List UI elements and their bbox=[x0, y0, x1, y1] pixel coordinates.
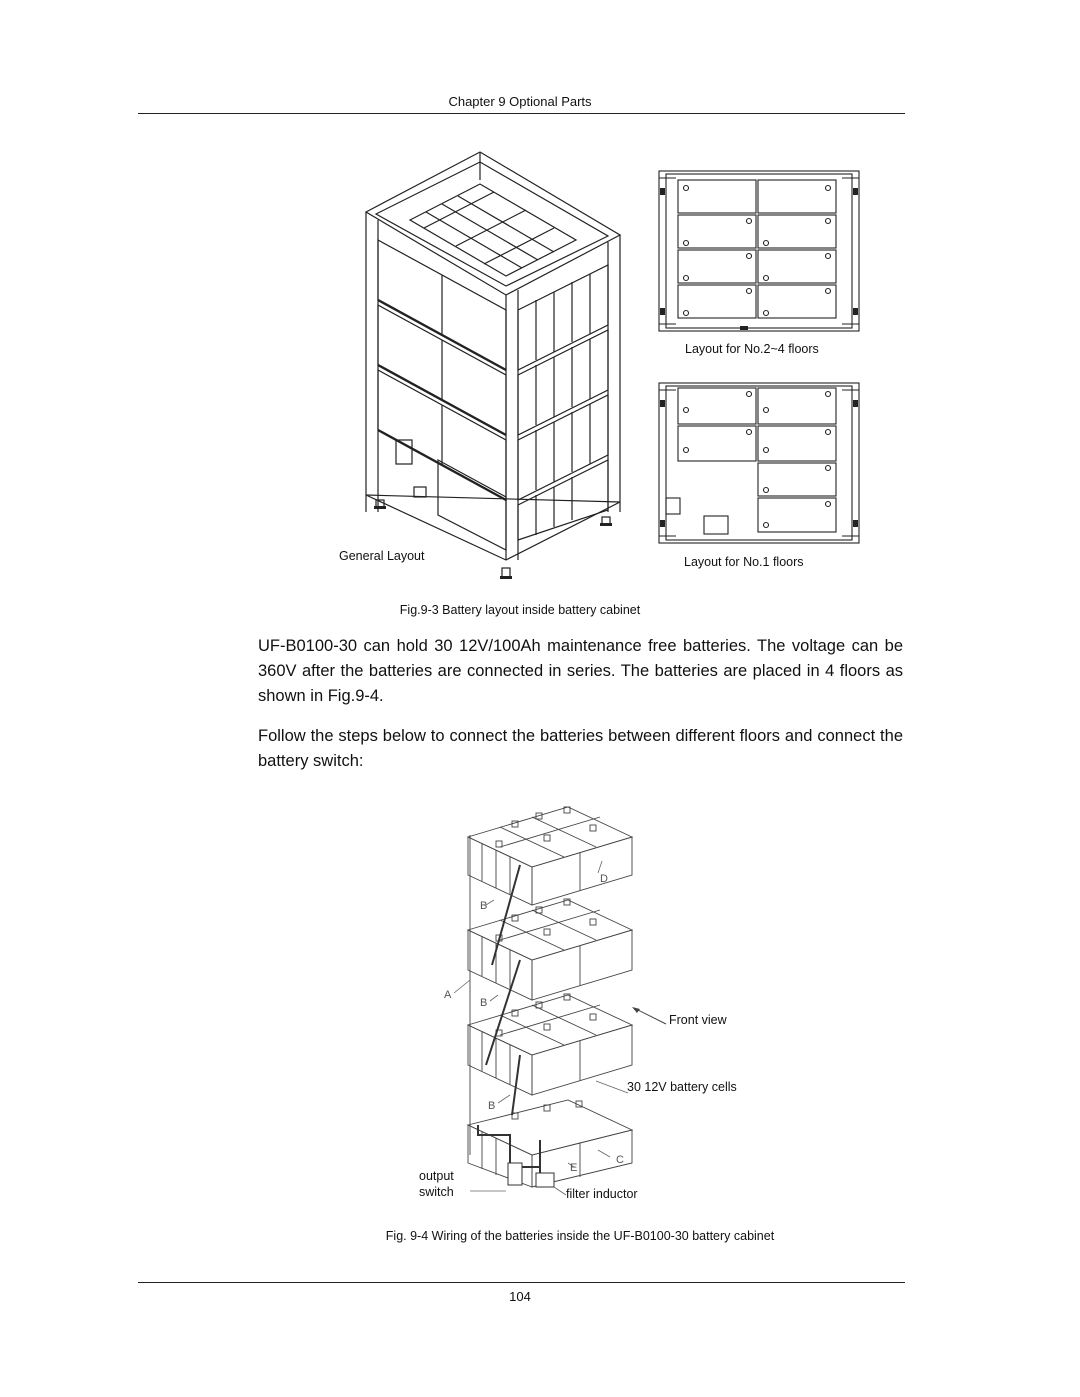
body-paragraph-2: Follow the steps below to connect the batteries between different floors and connect the battery switch: bbox=[258, 727, 903, 770]
body-paragraph-1: UF-B0100-30 can hold 30 12V/100Ah maintenance free batteries. The voltage can be 360V after the batteries are connected in series. The batteries are placed in 4 floors as shown in Fig.9-4. bbox=[258, 637, 903, 705]
label-d: D bbox=[600, 873, 608, 885]
floors-2-4-label: Layout for No.2~4 floors bbox=[685, 342, 819, 356]
floor-1-layout-drawing bbox=[656, 380, 862, 546]
label-e: E bbox=[570, 1162, 578, 1174]
output-switch-line-2: switch bbox=[419, 1185, 454, 1199]
output-switch-label bbox=[419, 1168, 454, 1200]
page-number: 104 bbox=[509, 1289, 531, 1304]
figure-9-4-caption: Fig. 9-4 Wiring of the batteries inside the UF-B0100-30 battery cabinet bbox=[385, 1229, 775, 1243]
label-a: A bbox=[444, 989, 452, 1001]
header-rule bbox=[138, 113, 905, 114]
figure-9-3-caption: Fig.9-3 Battery layout inside battery cabinet bbox=[399, 603, 641, 617]
label-b-low: B bbox=[488, 1100, 496, 1112]
output-switch-line-1: output bbox=[419, 1169, 454, 1183]
label-b-mid: B bbox=[480, 997, 488, 1009]
floors-2-4-layout-drawing bbox=[656, 168, 862, 334]
floor-1-label: Layout for No.1 floors bbox=[684, 555, 804, 569]
label-c: C bbox=[616, 1154, 624, 1166]
front-view-arrow bbox=[630, 1005, 670, 1027]
front-view-label: Front view bbox=[669, 1013, 727, 1027]
battery-wiring-drawing bbox=[440, 795, 660, 1200]
general-layout-drawing bbox=[330, 140, 640, 590]
label-b-top: B bbox=[480, 900, 488, 912]
chapter-header: Chapter 9 Optional Parts bbox=[448, 94, 592, 109]
filter-inductor-label: filter inductor bbox=[566, 1187, 638, 1201]
general-layout-label: General Layout bbox=[339, 549, 425, 563]
battery-cells-label: 30 12V battery cells bbox=[627, 1080, 737, 1094]
footer-rule bbox=[138, 1282, 905, 1283]
